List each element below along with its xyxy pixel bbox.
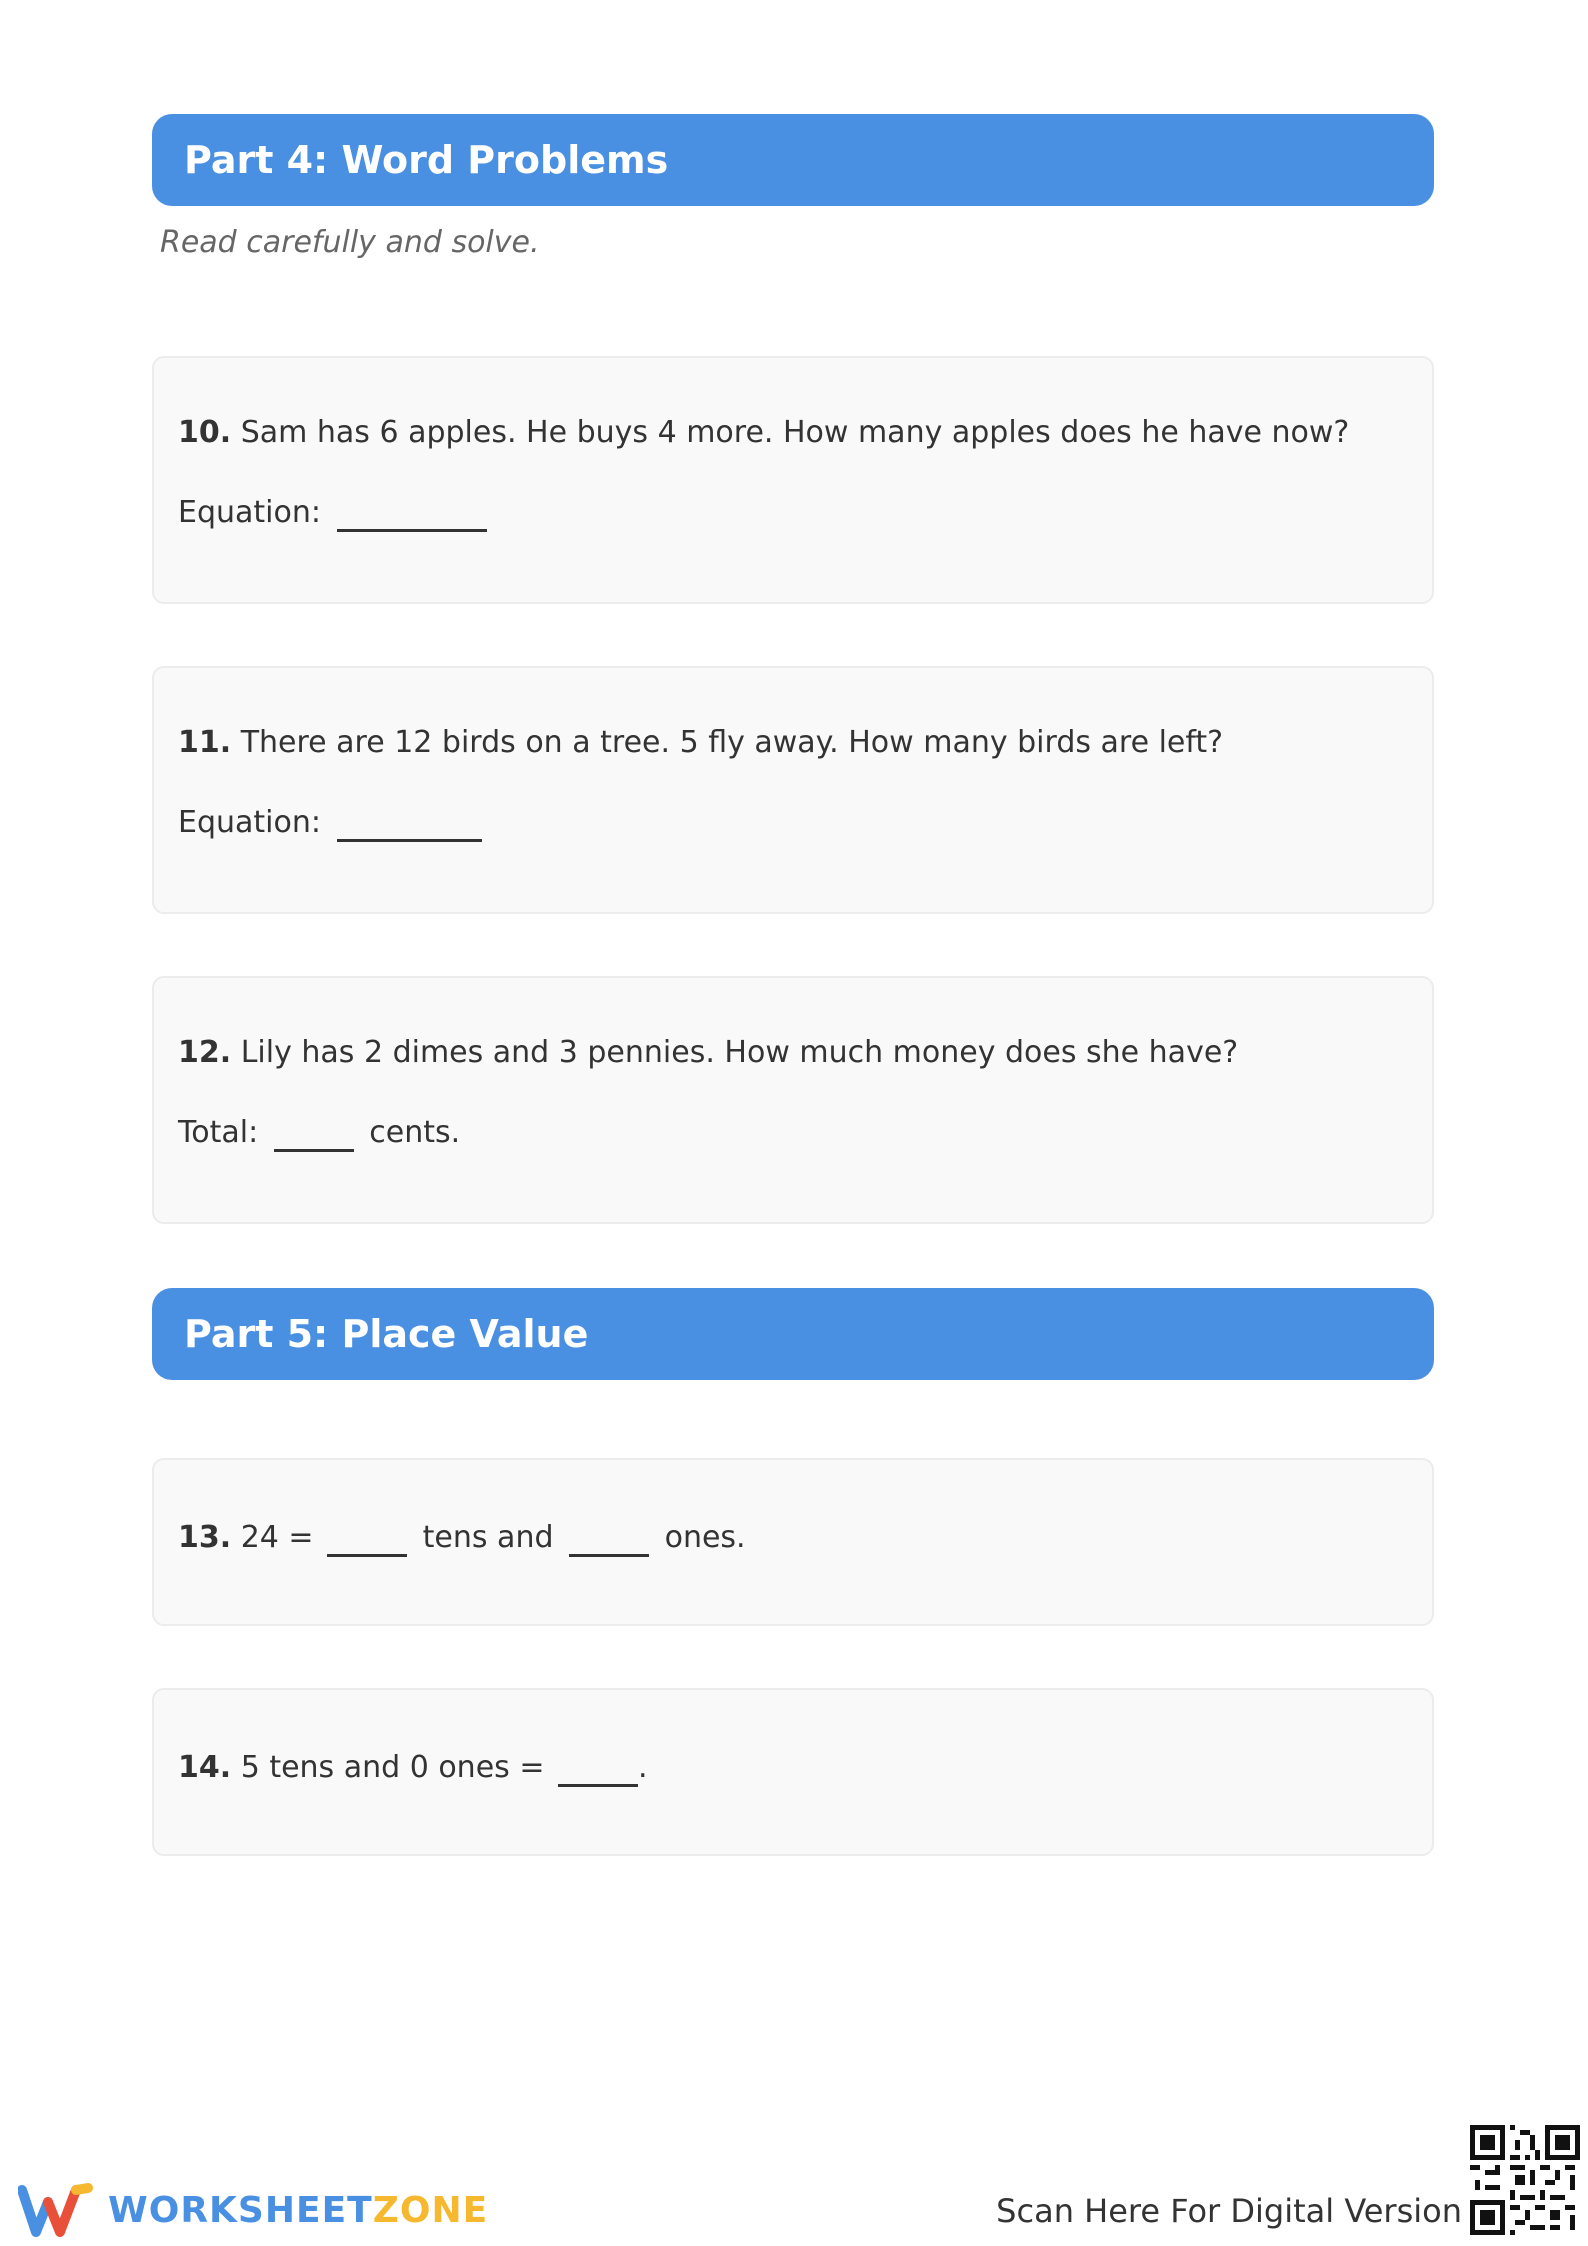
question-text: Lily has 2 dimes and 3 pennies. How much money does she have? [240, 1035, 1239, 1070]
brand-name-part2: ZONE [372, 2189, 489, 2231]
question-14-line [178, 1750, 648, 1787]
question-number: 14. [178, 1750, 232, 1785]
scan-instruction: Scan Here For Digital Version [996, 2192, 1462, 2230]
question-number: 11. [178, 725, 232, 760]
ones-blank[interactable] [569, 1520, 649, 1557]
question-card-13 [152, 1458, 1434, 1626]
brand-name [108, 2190, 488, 2231]
question-card-11 [152, 666, 1434, 914]
question-prefix: 5 tens and 0 ones = [240, 1750, 545, 1785]
question-text: Sam has 6 apples. He buys 4 more. How many apples does he have now? [240, 415, 1350, 450]
question-card-12 [152, 976, 1434, 1224]
part4-subtitle: Read carefully and solve. [160, 225, 540, 260]
answer-blank[interactable] [274, 1115, 354, 1152]
question-12-text-line [178, 1035, 1238, 1070]
brand-logo [18, 2180, 488, 2240]
question-11-text-line [178, 725, 1223, 760]
question-11-answer-line [178, 805, 482, 842]
question-number: 12. [178, 1035, 232, 1070]
question-number: 13. [178, 1520, 232, 1555]
worksheetzone-logo-icon [18, 2180, 94, 2240]
question-13-line [178, 1520, 746, 1557]
question-card-14 [152, 1688, 1434, 1856]
brand-name-part1: WORKSHEET [108, 2189, 373, 2231]
question-10-answer-line [178, 495, 487, 532]
part4-title: Part 4: Word Problems [184, 138, 669, 182]
part5-title: Part 5: Place Value [184, 1312, 589, 1356]
question-prefix: 24 = [240, 1520, 314, 1555]
question-text: There are 12 birds on a tree. 5 fly away. How many birds are left? [240, 725, 1224, 760]
question-suffix: . [638, 1750, 648, 1785]
question-number: 10. [178, 415, 232, 450]
question-card-10 [152, 356, 1434, 604]
question-10-text-line [178, 415, 1349, 450]
answer-blank[interactable] [558, 1750, 638, 1787]
question-middle: tens and [422, 1520, 554, 1555]
answer-suffix: cents. [369, 1115, 461, 1150]
qr-code-icon[interactable] [1470, 2125, 1580, 2235]
question-suffix: ones. [664, 1520, 746, 1555]
part4-header [152, 114, 1434, 206]
answer-label: Equation: [178, 495, 321, 530]
answer-blank[interactable] [337, 495, 487, 532]
answer-label: Equation: [178, 805, 321, 840]
part5-header [152, 1288, 1434, 1380]
answer-label: Total: [178, 1115, 259, 1150]
tens-blank[interactable] [327, 1520, 407, 1557]
question-12-answer-line [178, 1115, 460, 1152]
answer-blank[interactable] [337, 805, 482, 842]
